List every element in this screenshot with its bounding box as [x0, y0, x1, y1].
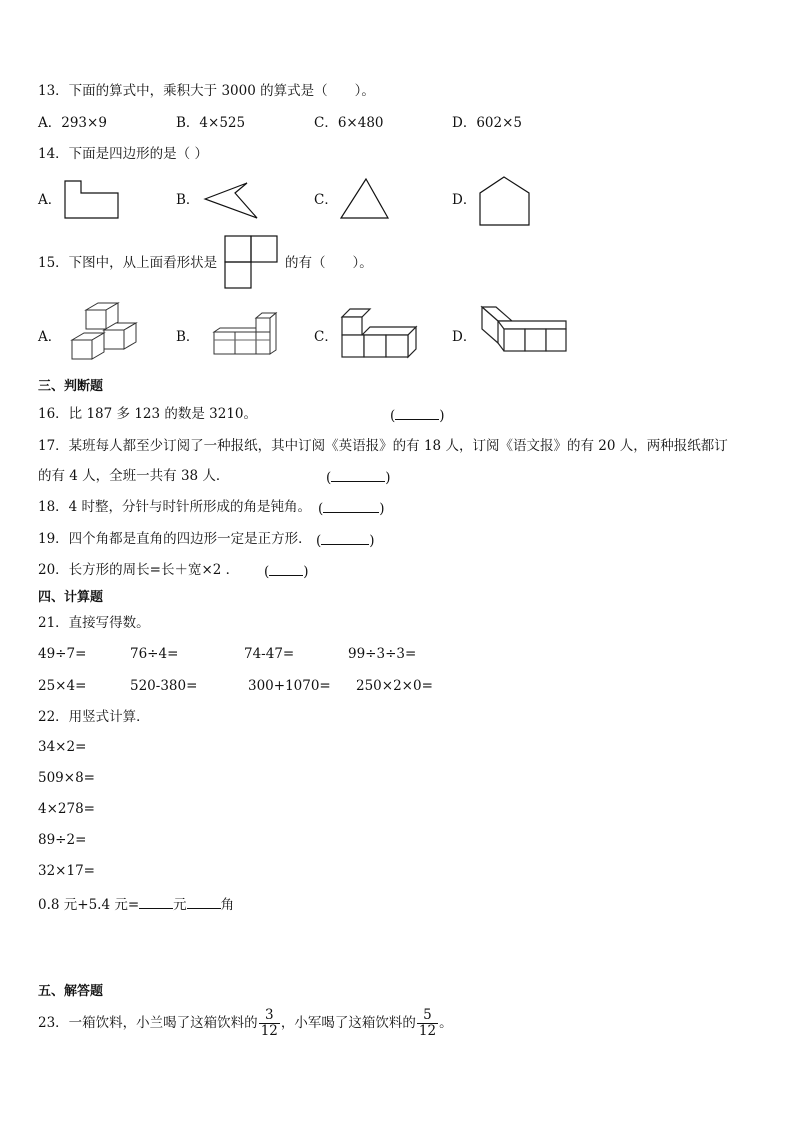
q23-fraction-1	[259, 1008, 280, 1039]
cubes-figure-c	[340, 305, 420, 361]
q23-frac2-den: 12	[418, 1023, 437, 1039]
shape-d-pentagon	[478, 176, 532, 228]
q21-r2-c3: 300+1070=	[248, 678, 331, 694]
q15-label-c: C．	[314, 329, 338, 345]
q13-option-d: D．602×5	[452, 115, 522, 131]
q18-answer-blank[interactable]: ( )	[318, 498, 385, 518]
q15-label-a: A．	[38, 329, 62, 345]
q13-option-c: C．6×480	[314, 115, 384, 131]
q17-line2: 的有 4 人，全班一共有 38 人．	[38, 468, 230, 484]
q23-part2: ，小军喝了这箱饮料的	[280, 1015, 416, 1031]
shape-c-triangle	[340, 178, 392, 220]
q23-line	[38, 1006, 453, 1040]
q16-text: 16．比 187 多 123 的数是 3210。	[38, 406, 258, 422]
q14-stem: 14．下面是四边形的是（ ）	[38, 146, 208, 162]
q22-stem: 22．用竖式计算．	[38, 709, 150, 725]
q23-part3: 。	[439, 1015, 453, 1031]
q21-r2-c4: 250×2×0=	[356, 678, 433, 694]
q18-text: 18．4 时整，分针与时针所形成的角是钝角。	[38, 499, 312, 515]
top-view-figure	[224, 235, 280, 291]
q13-option-b: B．4×525	[176, 115, 246, 131]
cubes-figure-d	[480, 305, 570, 355]
q23-frac1-den: 12	[260, 1023, 278, 1039]
q22-money-unit-yuan: 元	[173, 897, 187, 913]
q15-label-b: B．	[176, 329, 200, 345]
section5-title: 五、解答题	[38, 984, 104, 999]
q15-stem-before: 15．下图中，从上面看形状是	[38, 255, 218, 271]
q22-item-4: 89÷2=	[38, 832, 87, 848]
q21-r1-c2: 76÷4=	[130, 646, 179, 662]
q14-label-d: D．	[452, 192, 477, 208]
q21-r1-c3: 74-47=	[244, 646, 295, 662]
q17-answer-blank[interactable]: ( )	[326, 467, 391, 487]
q20-answer-blank[interactable]: ( )	[264, 561, 309, 581]
q22-money-blank-yuan[interactable]	[139, 894, 173, 909]
q23-fraction-2	[417, 1008, 438, 1039]
cubes-figure-a	[70, 300, 140, 362]
q23-frac2-num: 5	[417, 1008, 438, 1024]
cubes-figure-b	[212, 310, 282, 360]
q20-text: 20．长方形的周长=长＋宽×2 ．	[38, 562, 240, 578]
shape-b-concave-quadrilateral	[204, 182, 260, 220]
q16-answer-blank[interactable]: ( )	[390, 405, 445, 425]
q13-stem: 13．下面的算式中，乘积大于 3000 的算式是（ ）。	[38, 83, 375, 99]
q22-item-2: 509×8=	[38, 770, 95, 786]
q22-item-3: 4×278=	[38, 801, 95, 817]
q15-label-d: D．	[452, 329, 477, 345]
q23-part1: 23．一箱饮料，小兰喝了这箱饮料的	[38, 1015, 258, 1031]
q15-stem-after: 的有（ ）。	[285, 255, 373, 271]
q19-answer-blank[interactable]: ( )	[316, 530, 375, 550]
q21-stem: 21．直接写得数。	[38, 615, 150, 631]
q21-r2-c2: 520-380=	[130, 678, 198, 694]
q14-label-a: A．	[38, 192, 62, 208]
q21-r1-c4: 99÷3÷3=	[348, 646, 417, 662]
q21-r1-c1: 49÷7=	[38, 646, 87, 662]
q22-money-line	[38, 894, 234, 914]
q22-money-prefix: 0.8 元+5.4 元=	[38, 897, 140, 913]
q14-label-c: C．	[314, 192, 338, 208]
q19-text: 19．四个角都是直角的四边形一定是正方形．	[38, 531, 312, 547]
q22-money-blank-jiao[interactable]	[187, 894, 221, 909]
q21-r2-c1: 25×4=	[38, 678, 87, 694]
q22-item-5: 32×17=	[38, 863, 95, 879]
q22-money-unit-jiao: 角	[220, 897, 235, 913]
section3-title: 三、判断题	[38, 379, 104, 394]
section4-title: 四、计算题	[38, 590, 104, 605]
q14-label-b: B．	[176, 192, 200, 208]
shape-a-l-hexagon	[64, 180, 120, 220]
q17-line1: 17．某班每人都至少订阅了一种报纸，其中订阅《英语报》的有 18 人，订阅《语文报》的有 20 人，两种报纸都订	[38, 438, 728, 454]
q22-item-1: 34×2=	[38, 739, 87, 755]
q13-option-a: A．293×9	[38, 115, 107, 131]
q23-frac1-num: 3	[259, 1008, 280, 1024]
